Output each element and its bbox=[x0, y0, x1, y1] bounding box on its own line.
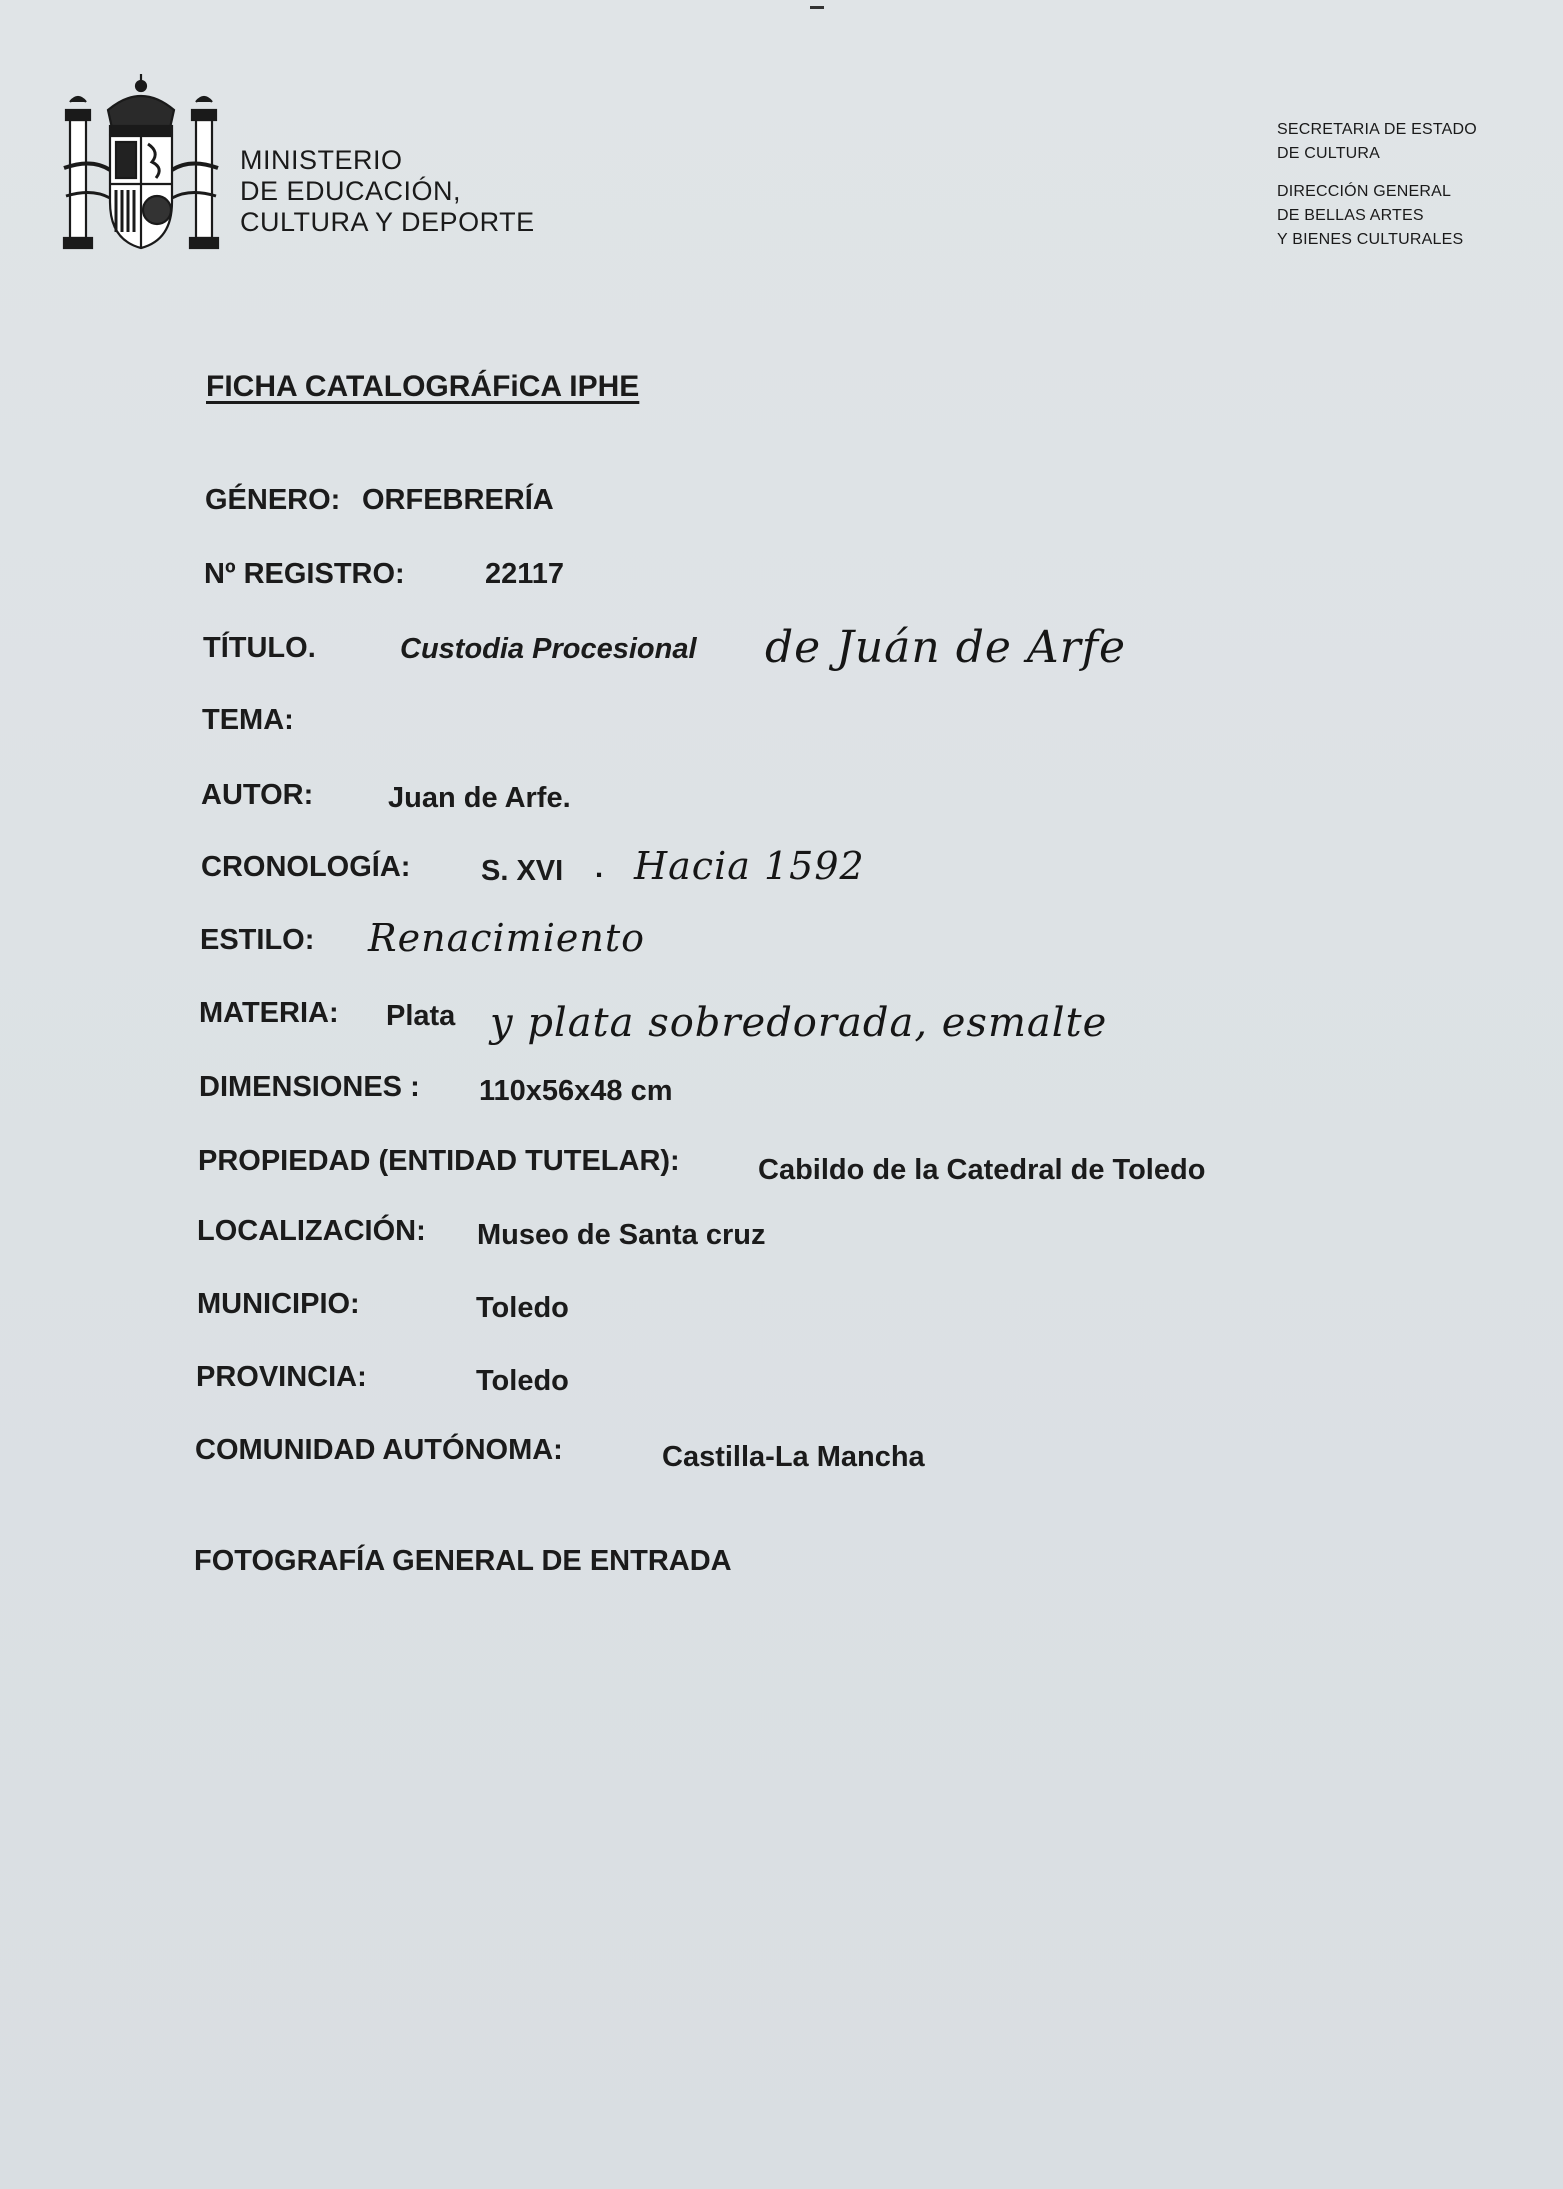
cronologia-label: CRONOLOGÍA: bbox=[201, 851, 411, 883]
materia-label: MATERIA: bbox=[199, 997, 339, 1029]
titulo-label: TÍTULO. bbox=[203, 632, 316, 664]
direccion-line-2: DE BELLAS ARTES bbox=[1277, 207, 1424, 224]
fotografia-heading: FOTOGRAFÍA GENERAL DE ENTRADA bbox=[194, 1545, 732, 1577]
localizacion-value: Museo de Santa cruz bbox=[477, 1219, 766, 1251]
ministry-line-2: DE EDUCACIÓN, bbox=[240, 176, 462, 206]
provincia-value: Toledo bbox=[476, 1365, 569, 1397]
coat-of-arms-logo bbox=[62, 72, 220, 254]
separator-dot: . bbox=[595, 852, 604, 884]
materia-value: Plata bbox=[386, 1000, 456, 1032]
provincia-label: PROVINCIA: bbox=[196, 1361, 367, 1393]
cronologia-handwritten: Hacia 1592 bbox=[634, 844, 865, 888]
direccion-line-3: Y BIENES CULTURALES bbox=[1277, 231, 1464, 248]
comunidad-value: Castilla-La Mancha bbox=[662, 1441, 925, 1473]
cronologia-value: S. XVI bbox=[481, 855, 564, 887]
propiedad-value: Cabildo de la Catedral de Toledo bbox=[758, 1154, 1206, 1186]
municipio-label: MUNICIPIO: bbox=[197, 1288, 360, 1320]
estilo-handwritten: Renacimiento bbox=[368, 916, 645, 960]
titulo-value: Custodia Procesional bbox=[400, 633, 697, 665]
registro-value: 22117 bbox=[485, 558, 565, 590]
localizacion-label: LOCALIZACIÓN: bbox=[197, 1215, 426, 1247]
dimensiones-value: 110x56x48 cm bbox=[479, 1075, 673, 1107]
registro-label: Nº REGISTRO: bbox=[204, 558, 405, 590]
municipio-value: Toledo bbox=[476, 1292, 569, 1324]
titulo-handwritten: de Juán de Arfe bbox=[765, 622, 1127, 673]
ministry-name bbox=[240, 145, 535, 238]
genero-value: ORFEBRERÍA bbox=[362, 484, 554, 516]
comunidad-label: COMUNIDAD AUTÓNOMA: bbox=[195, 1434, 563, 1466]
dimensiones-label: DIMENSIONES : bbox=[199, 1071, 420, 1103]
department-heading bbox=[1277, 118, 1477, 266]
secretaria-line-1: SECRETARIA DE ESTADO bbox=[1277, 121, 1477, 138]
autor-value: Juan de Arfe. bbox=[388, 782, 571, 814]
ministry-line-3: CULTURA Y DEPORTE bbox=[240, 207, 535, 237]
scan-mark bbox=[810, 6, 824, 9]
secretaria-line-2: DE CULTURA bbox=[1277, 145, 1381, 162]
materia-handwritten: y plata sobredorada, esmalte bbox=[490, 1000, 1108, 1046]
ministry-line-1: MINISTERIO bbox=[240, 145, 403, 175]
genero-label: GÉNERO: bbox=[205, 484, 341, 516]
autor-label: AUTOR: bbox=[201, 779, 314, 811]
propiedad-label: PROPIEDAD (ENTIDAD TUTELAR): bbox=[198, 1145, 680, 1177]
form-title: FICHA CATALOGRÁFiCA IPHE bbox=[206, 370, 640, 403]
estilo-label: ESTILO: bbox=[200, 924, 315, 956]
tema-label: TEMA: bbox=[202, 704, 294, 736]
direccion-line-1: DIRECCIÓN GENERAL bbox=[1277, 183, 1452, 200]
